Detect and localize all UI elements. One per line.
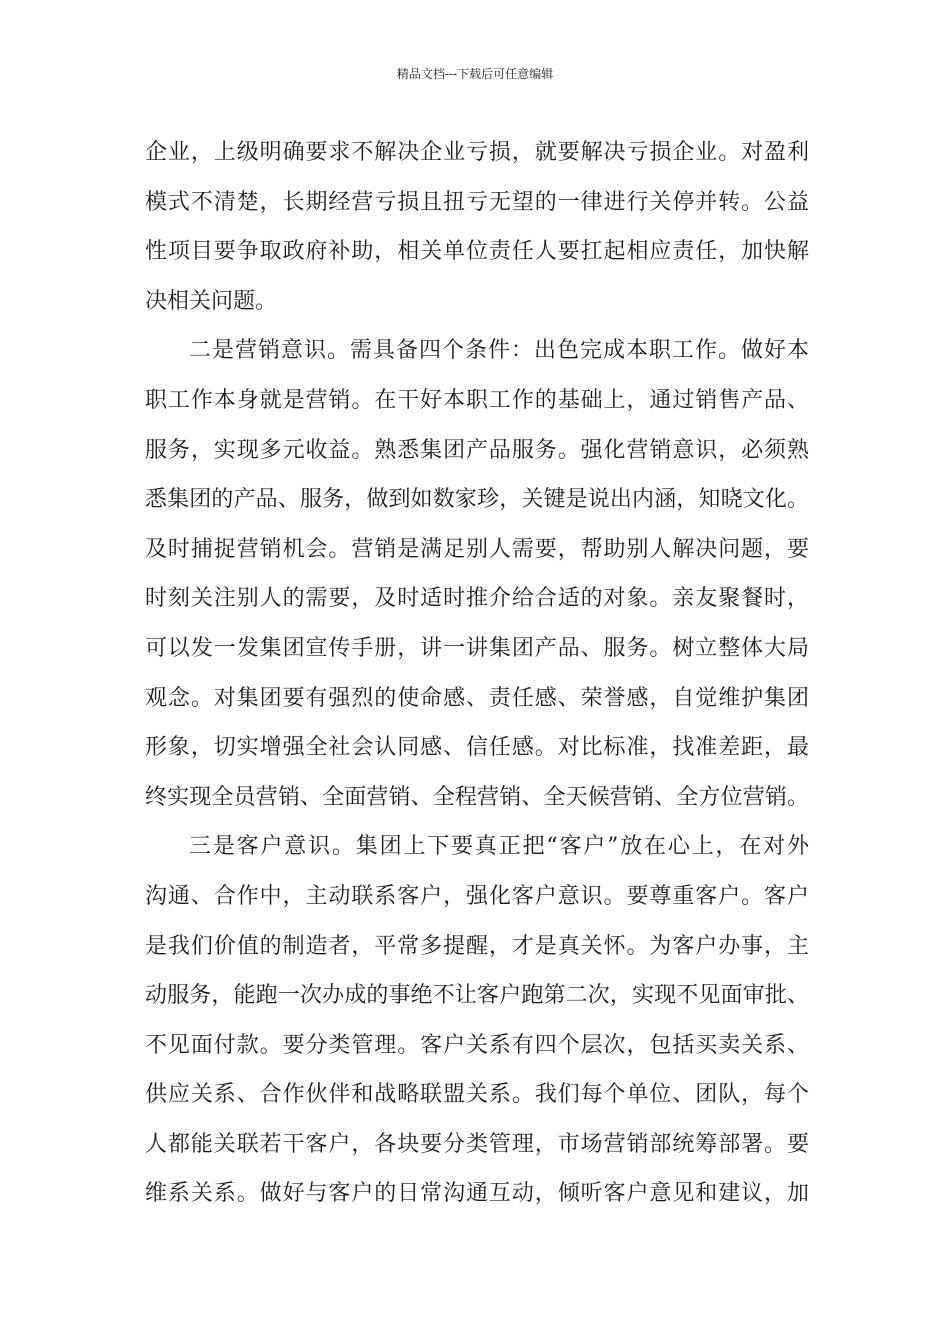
text-line: 动服务，能跑一次办成的事绝不让客户跑第二次，实现不见面审批、 bbox=[145, 983, 809, 1009]
text-line: 模式不清楚，长期经营亏损且扭亏无望的一律进行关停并转。公益 bbox=[145, 189, 809, 215]
text-line: 三是客户意识。集团上下要真正把“客户”放在心上，在对外 bbox=[189, 834, 809, 860]
text-line: 沟通、合作中，主动联系客户，强化客户意识。要尊重客户。客户 bbox=[145, 883, 809, 909]
paragraph-1 bbox=[145, 128, 809, 326]
text-line: 供应关系、合作伙伴和战略联盟关系。我们每个单位、团队，每个 bbox=[145, 1082, 809, 1108]
page-header: 精品文档---下载后可任意编辑 bbox=[396, 67, 554, 81]
text-line: 服务，实现多元收益。熟悉集团产品服务。强化营销意识，必须熟 bbox=[145, 437, 809, 463]
text-line: 二是营销意识。需具备四个条件：出色完成本职工作。做好本 bbox=[189, 338, 809, 364]
text-line: 是我们价值的制造者，平常多提醒，才是真关怀。为客户办事，主 bbox=[145, 933, 809, 959]
text-line: 不见面付款。要分类管理。客户关系有四个层次，包括买卖关系、 bbox=[145, 1032, 809, 1058]
paragraph-2 bbox=[145, 326, 809, 822]
text-line: 时刻关注别人的需要，及时适时推介给合适的对象。亲友聚餐时， bbox=[145, 586, 809, 612]
text-line: 性项目要争取政府补助，相关单位责任人要扛起相应责任，加快解 bbox=[145, 239, 809, 265]
text-line: 人都能关联若干客户，各块要分类管理，市场营销部统筹部署。要 bbox=[145, 1131, 809, 1157]
text-line: 形象，切实增强全社会认同感、信任感。对比标准，找准差距，最 bbox=[145, 735, 809, 761]
text-line: 悉集团的产品、服务，做到如数家珍，关键是说出内涵，知晓文化。 bbox=[145, 487, 809, 513]
text-line: 观念。对集团要有强烈的使命感、责任感、荣誉感，自觉维护集团 bbox=[145, 685, 809, 711]
text-line: 可以发一发集团宣传手册，讲一讲集团产品、服务。树立整体大局 bbox=[145, 635, 809, 661]
text-line: 企业，上级明确要求不解决企业亏损，就要解决亏损企业。对盈利 bbox=[145, 140, 809, 165]
document-body bbox=[145, 128, 809, 1219]
paragraph-3 bbox=[145, 822, 809, 1219]
text-line: 及时捕捉营销机会。营销是满足别人需要，帮助别人解决问题，要 bbox=[145, 536, 809, 562]
text-line: 决相关问题。 bbox=[145, 288, 278, 314]
text-line: 职工作本身就是营销。在干好本职工作的基础上，通过销售产品、 bbox=[145, 387, 809, 413]
text-line: 维系关系。做好与客户的日常沟通互动，倾听客户意见和建议，加 bbox=[145, 1181, 809, 1207]
text-line: 终实现全员营销、全面营销、全程营销、全天候营销、全方位营销。 bbox=[145, 784, 809, 810]
